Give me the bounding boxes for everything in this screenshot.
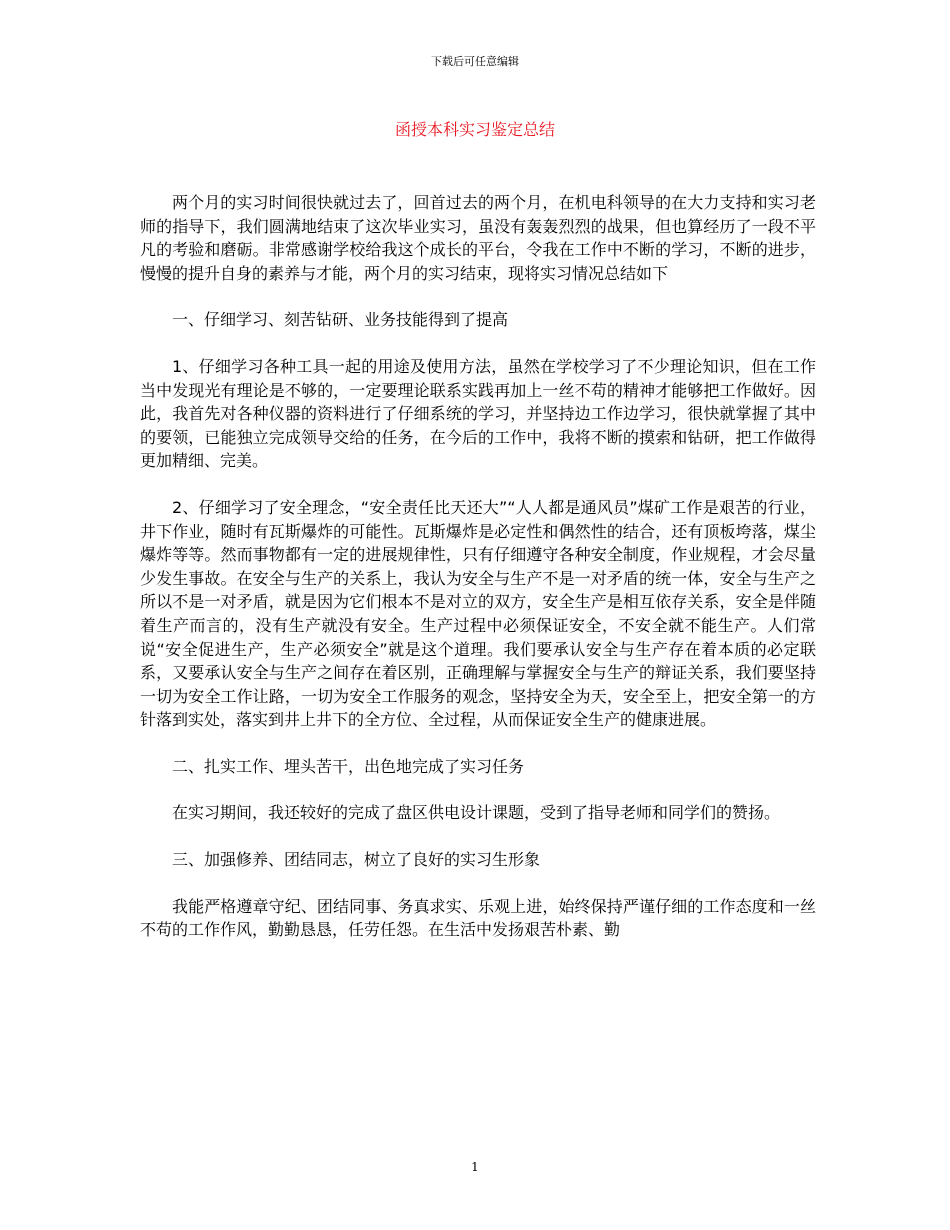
page-number: 1 — [471, 1160, 479, 1174]
section-heading-1: 一、仔细学习、刻苦钻研、业务技能得到了提高 — [172, 310, 509, 330]
document-body — [140, 191, 816, 965]
page-header-note: 下载后可任意编辑 — [431, 55, 519, 68]
body-paragraph: 在实习期间，我还较好的完成了盘区供电设计课题，受到了指导老师和同学们的赞扬。 — [172, 803, 781, 823]
body-paragraph: 1、仔细学习各种工具一起的用途及使用方法，虽然在学校学习了不少理论知识，但在工作当中发现光有理论是不够的，一定要理论联系实践再加上一丝不苟的精神才能够把工作做好。因此，我首先对各种仪器的资料进行了仔细系统的学习，并坚持边工作边学习，很快就掌握了其中的要领，已能独立完成领导交给的任务，在今后的工作中，我将不断的摸索和钻研，把工作做得更加精细、完美。 — [140, 356, 816, 471]
body-paragraph: 我能严格遵章守纪、团结同事、务真求实、乐观上进，始终保持严谨仔细的工作态度和一丝不苟的工作作风，勤勤恳恳，任劳任怨。在生活中发扬艰苦朴素、勤 — [140, 896, 816, 940]
document-title: 函授本科实习鉴定总结 — [394, 120, 555, 139]
body-paragraph: 2、仔细学习了安全理念，“安全责任比天还大”“人人都是通风员”煤矿工作是艰苦的行业，井下作业，随时有瓦斯爆炸的可能性。瓦斯爆炸是必定性和偶然性的结合，还有顶板垮落，煤尘爆炸等等。然而事物都有一定的进展规律性，只有仔细遵守各种安全制度，作业规程，才会尽量少发生事故。在安全与生产的关系上，我认为安全与生产不是一对矛盾的统一体，安全与生产之所以不是一对矛盾，就是因为它们根本不是对立的双方，安全生产是相互依存关系，安全是伴随着生产而言的，没有生产就没有安全。生产过程中必须保证安全，不安全就不能生产。人们常说“安全促进生产，生产必须安全”就是这个道理。我们要承认安全与生产存在着本质的必定联系，又要承认安全与生产之间存在着区别，正确理解与掌握安全与生产的辩证关系，我们要坚持一切为安全工作让路，一切为安全工作服务的观念，坚持安全为天，安全至上，把安全第一的方针落到实处，落实到井上井下的全方位、全过程，从而保证安全生产的健康进展。 — [140, 497, 816, 730]
section-heading-3: 三、加强修养、团结同志，树立了良好的实习生形象 — [172, 850, 541, 870]
section-heading-2: 二、扎实工作、埋头苦干，出色地完成了实习任务 — [172, 756, 525, 776]
intro-paragraph: 两个月的实习时间很快就过去了，回首过去的两个月，在机电科领导的在大力支持和实习老师的指导下，我们圆满地结束了这次毕业实习，虽没有轰轰烈烈的战果，但也算经历了一段不平凡的考验和磨砺。非常感谢学校给我这个成长的平台，令我在工作中不断的学习，不断的进步，慢慢的提升自身的素养与才能，两个月的实习结束，现将实习情况总结如下 — [140, 193, 816, 283]
